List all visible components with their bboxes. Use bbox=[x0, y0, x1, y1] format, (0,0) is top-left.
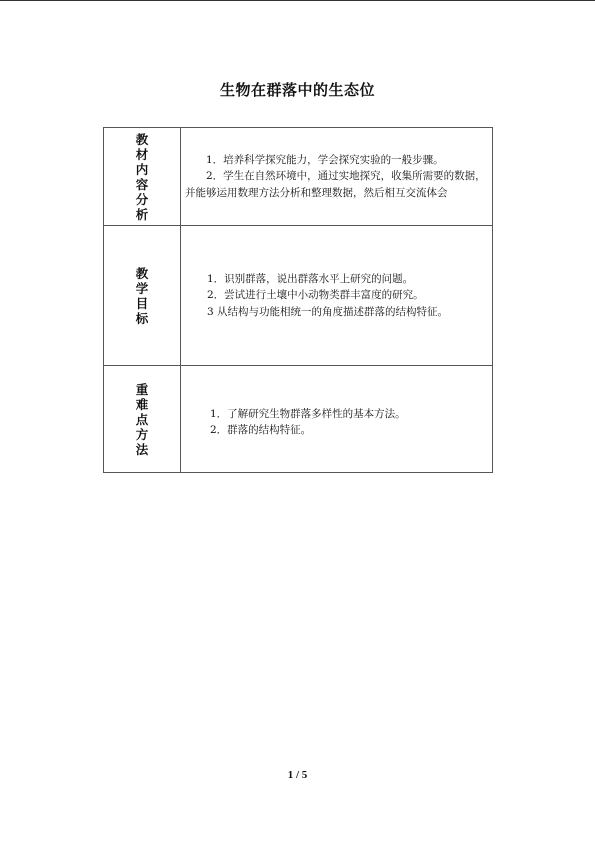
lesson-plan-table bbox=[103, 127, 493, 473]
content-line: 1．了解研究生物群落多样性的基本方法。 bbox=[210, 407, 406, 420]
row-label: 重难点方法 bbox=[135, 381, 149, 457]
page-title: 生物在群落中的生态位 bbox=[219, 81, 375, 99]
content-line: 2．群落的结构特征。 bbox=[210, 424, 312, 436]
table-row-key-points-methods bbox=[104, 366, 493, 473]
table-row-teaching-goals bbox=[104, 226, 493, 366]
row-label-cell bbox=[104, 226, 181, 366]
row-content-cell bbox=[181, 226, 493, 366]
row-content-cell bbox=[181, 128, 493, 226]
row-label-cell bbox=[104, 128, 181, 226]
content-line: 2．学生在自然环境中，通过实地探究，收集所需要的数据，并能够运用数理方法分析和整理数据，然后相互交流体会 bbox=[185, 170, 486, 199]
content-line: 1．识别群落，说出群落水平上研究的问题。 bbox=[207, 272, 414, 285]
header-rule bbox=[0, 0, 595, 1]
row-label-cell bbox=[104, 366, 181, 473]
row-content-cell bbox=[181, 366, 493, 473]
content-line: 2．尝试进行土壤中小动物类群丰富度的研究。 bbox=[207, 289, 424, 302]
content-line: 1．培养科学探究能力，学会探究实验的一般步骤。 bbox=[206, 153, 444, 166]
row-label: 教材内容分析 bbox=[135, 131, 149, 222]
row-label: 教学目标 bbox=[135, 265, 149, 326]
page-number: 1 / 5 bbox=[287, 769, 308, 781]
table-row-materials-analysis bbox=[104, 128, 493, 226]
content-line: 3 从结构与功能相统一的角度描述群落的结构特征。 bbox=[207, 305, 449, 318]
